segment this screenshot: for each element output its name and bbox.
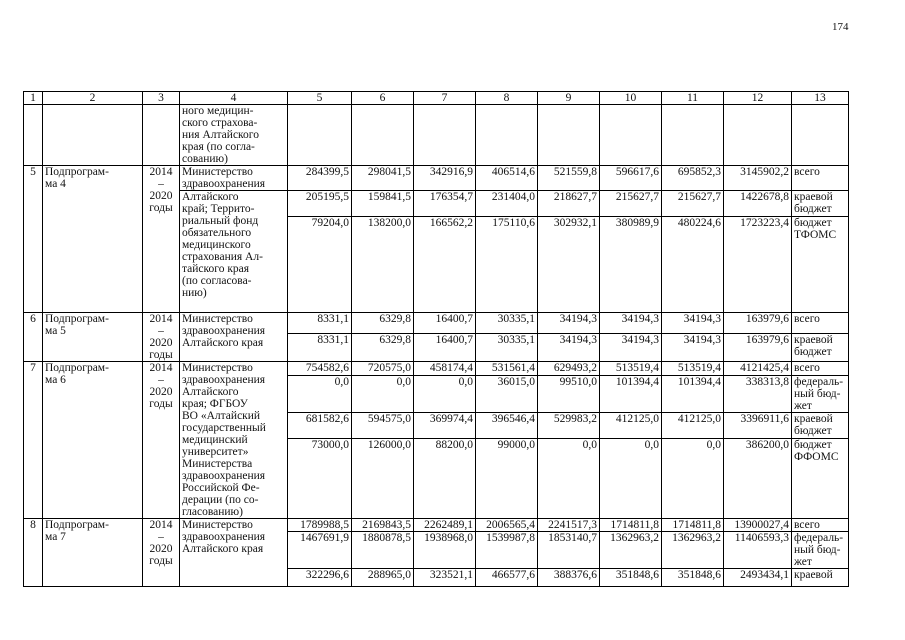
value-cell: 215627,7 xyxy=(662,191,724,217)
subprogram-name: Подпрограм- ма 7 xyxy=(43,519,143,587)
page-number: 174 xyxy=(832,21,849,33)
table-row xyxy=(24,519,849,532)
value-cell: 205195,5 xyxy=(288,191,352,217)
value-cell: 322296,6 xyxy=(288,569,352,587)
empty-cell xyxy=(600,105,662,166)
executor-continued: Алтайского край; Террито- риальный фонд обязательного медицинского страхования Ал- тайского края (по согласова- нию) xyxy=(180,191,288,313)
empty-cell xyxy=(414,105,476,166)
table-body xyxy=(24,92,849,587)
subprogram-name: Подпрограм- ма 5 xyxy=(43,313,143,362)
value-cell: 2493434,1 xyxy=(724,569,792,587)
period: 2014 – 2020 годы xyxy=(143,519,180,587)
value-cell: 342916,9 xyxy=(414,166,476,191)
row-number: 6 xyxy=(24,313,43,362)
value-cell: 88200,0 xyxy=(414,439,476,519)
value-cell: 2262489,1 xyxy=(414,519,476,532)
funding-source: краевой бюджет xyxy=(792,334,849,362)
value-cell: 629493,2 xyxy=(538,362,600,376)
empty-cell xyxy=(288,105,352,166)
empty-cell xyxy=(538,105,600,166)
value-cell: 8331,1 xyxy=(288,334,352,362)
value-cell: 458174,4 xyxy=(414,362,476,376)
value-cell: 34194,3 xyxy=(538,334,600,362)
value-cell: 338313,8 xyxy=(724,376,792,413)
value-cell: 1539987,8 xyxy=(476,532,538,569)
value-cell: 1938968,0 xyxy=(414,532,476,569)
funding-source: федераль- ный бюд- жет xyxy=(792,376,849,413)
column-header: 1 xyxy=(24,92,43,105)
value-cell: 8331,1 xyxy=(288,313,352,334)
value-cell: 34194,3 xyxy=(662,334,724,362)
subprogram-name: Подпрограм- ма 4 xyxy=(43,166,143,313)
funding-source: всего xyxy=(792,166,849,191)
column-header: 7 xyxy=(414,92,476,105)
value-cell: 73000,0 xyxy=(288,439,352,519)
funding-source: краевой xyxy=(792,569,849,587)
value-cell: 0,0 xyxy=(352,376,414,413)
value-cell: 34194,3 xyxy=(600,313,662,334)
value-cell: 386200,0 xyxy=(724,439,792,519)
value-cell: 138200,0 xyxy=(352,217,414,313)
funding-source: бюджет ТФОМС xyxy=(792,217,849,313)
funding-table xyxy=(23,91,849,587)
value-cell: 0,0 xyxy=(662,439,724,519)
value-cell: 176354,7 xyxy=(414,191,476,217)
value-cell: 1362963,2 xyxy=(600,532,662,569)
value-cell: 369974,4 xyxy=(414,413,476,439)
value-cell: 0,0 xyxy=(288,376,352,413)
value-cell: 351848,6 xyxy=(600,569,662,587)
value-cell: 101394,4 xyxy=(662,376,724,413)
funding-source: всего xyxy=(792,519,849,532)
value-cell: 166562,2 xyxy=(414,217,476,313)
value-cell: 302932,1 xyxy=(538,217,600,313)
value-cell: 101394,4 xyxy=(600,376,662,413)
value-cell: 36015,0 xyxy=(476,376,538,413)
value-cell: 1789988,5 xyxy=(288,519,352,532)
value-cell: 218627,7 xyxy=(538,191,600,217)
value-cell: 754582,6 xyxy=(288,362,352,376)
value-cell: 480224,6 xyxy=(662,217,724,313)
column-header: 10 xyxy=(600,92,662,105)
executor-cell: ного медицин- ского страхова- ния Алтайского края (по согла- сованию) xyxy=(180,105,288,166)
row-number: 7 xyxy=(24,362,43,519)
value-cell: 34194,3 xyxy=(600,334,662,362)
period: 2014 – 2020 годы xyxy=(143,362,180,519)
period: 2014 – 2020 годы xyxy=(143,166,180,313)
executor: Министерство здравоохранения xyxy=(180,166,288,191)
value-cell: 284399,5 xyxy=(288,166,352,191)
empty-cell xyxy=(352,105,414,166)
row-number: 8 xyxy=(24,519,43,587)
value-cell: 126000,0 xyxy=(352,439,414,519)
value-cell: 594575,0 xyxy=(352,413,414,439)
value-cell: 1853140,7 xyxy=(538,532,600,569)
value-cell: 298041,5 xyxy=(352,166,414,191)
period: 2014 – 2020 годы xyxy=(143,313,180,362)
value-cell: 3396911,6 xyxy=(724,413,792,439)
column-header: 9 xyxy=(538,92,600,105)
column-number-row xyxy=(24,92,849,105)
value-cell: 388376,6 xyxy=(538,569,600,587)
value-cell: 695852,3 xyxy=(662,166,724,191)
value-cell: 79204,0 xyxy=(288,217,352,313)
value-cell: 16400,7 xyxy=(414,334,476,362)
column-header: 6 xyxy=(352,92,414,105)
value-cell: 1880878,5 xyxy=(352,532,414,569)
value-cell: 99000,0 xyxy=(476,439,538,519)
funding-source: бюджет ФФОМС xyxy=(792,439,849,519)
empty-cell xyxy=(476,105,538,166)
column-header: 11 xyxy=(662,92,724,105)
column-header: 8 xyxy=(476,92,538,105)
value-cell: 1467691,9 xyxy=(288,532,352,569)
value-cell: 6329,8 xyxy=(352,313,414,334)
value-cell: 30335,1 xyxy=(476,313,538,334)
value-cell: 11406593,3 xyxy=(724,532,792,569)
value-cell: 3145902,2 xyxy=(724,166,792,191)
value-cell: 351848,6 xyxy=(662,569,724,587)
continuation-row xyxy=(24,105,849,166)
executor: Министерство здравоохранения Алтайского края; ФГБОУ ВО «Алтайский государственный медицинский университет» Министерства здравоохранения Российской Фе- дерации (по со- гласованию) xyxy=(180,362,288,519)
column-header: 5 xyxy=(288,92,352,105)
funding-source: федераль- ный бюд- жет xyxy=(792,532,849,569)
value-cell: 16400,7 xyxy=(414,313,476,334)
value-cell: 396546,4 xyxy=(476,413,538,439)
value-cell: 2169843,5 xyxy=(352,519,414,532)
column-header: 13 xyxy=(792,92,849,105)
value-cell: 163979,6 xyxy=(724,313,792,334)
value-cell: 406514,6 xyxy=(476,166,538,191)
value-cell: 4121425,4 xyxy=(724,362,792,376)
table-row xyxy=(24,166,849,191)
value-cell: 1723223,4 xyxy=(724,217,792,313)
empty-cell xyxy=(24,105,43,166)
value-cell: 6329,8 xyxy=(352,334,414,362)
value-cell: 2006565,4 xyxy=(476,519,538,532)
empty-cell xyxy=(662,105,724,166)
value-cell: 323521,1 xyxy=(414,569,476,587)
value-cell: 412125,0 xyxy=(662,413,724,439)
empty-cell xyxy=(792,105,849,166)
value-cell: 215627,7 xyxy=(600,191,662,217)
value-cell: 231404,0 xyxy=(476,191,538,217)
subprogram-name: Подпрограм- ма 6 xyxy=(43,362,143,519)
empty-cell xyxy=(724,105,792,166)
empty-cell xyxy=(43,105,143,166)
value-cell: 521559,8 xyxy=(538,166,600,191)
value-cell: 529983,2 xyxy=(538,413,600,439)
executor: Министерство здравоохранения Алтайского края xyxy=(180,313,288,362)
value-cell: 159841,5 xyxy=(352,191,414,217)
value-cell: 13900027,4 xyxy=(724,519,792,532)
column-header: 4 xyxy=(180,92,288,105)
value-cell: 1362963,2 xyxy=(662,532,724,569)
value-cell: 175110,6 xyxy=(476,217,538,313)
value-cell: 513519,4 xyxy=(600,362,662,376)
column-header: 3 xyxy=(143,92,180,105)
table-row xyxy=(24,313,849,334)
value-cell: 30335,1 xyxy=(476,334,538,362)
value-cell: 0,0 xyxy=(600,439,662,519)
executor: Министерство здравоохранения Алтайского края xyxy=(180,519,288,587)
value-cell: 513519,4 xyxy=(662,362,724,376)
value-cell: 1714811,8 xyxy=(600,519,662,532)
funding-source: краевой бюджет xyxy=(792,413,849,439)
column-header: 2 xyxy=(43,92,143,105)
value-cell: 412125,0 xyxy=(600,413,662,439)
value-cell: 163979,6 xyxy=(724,334,792,362)
value-cell: 466577,6 xyxy=(476,569,538,587)
column-header: 12 xyxy=(724,92,792,105)
value-cell: 1714811,8 xyxy=(662,519,724,532)
row-number: 5 xyxy=(24,166,43,313)
value-cell: 380989,9 xyxy=(600,217,662,313)
value-cell: 288965,0 xyxy=(352,569,414,587)
value-cell: 34194,3 xyxy=(538,313,600,334)
value-cell: 0,0 xyxy=(414,376,476,413)
funding-source: краевой бюджет xyxy=(792,191,849,217)
value-cell: 531561,4 xyxy=(476,362,538,376)
value-cell: 2241517,3 xyxy=(538,519,600,532)
value-cell: 1422678,8 xyxy=(724,191,792,217)
table-row xyxy=(24,362,849,376)
value-cell: 681582,6 xyxy=(288,413,352,439)
funding-source: всего xyxy=(792,313,849,334)
value-cell: 99510,0 xyxy=(538,376,600,413)
empty-cell xyxy=(143,105,180,166)
value-cell: 596617,6 xyxy=(600,166,662,191)
funding-source: всего xyxy=(792,362,849,376)
value-cell: 0,0 xyxy=(538,439,600,519)
value-cell: 720575,0 xyxy=(352,362,414,376)
value-cell: 34194,3 xyxy=(662,313,724,334)
